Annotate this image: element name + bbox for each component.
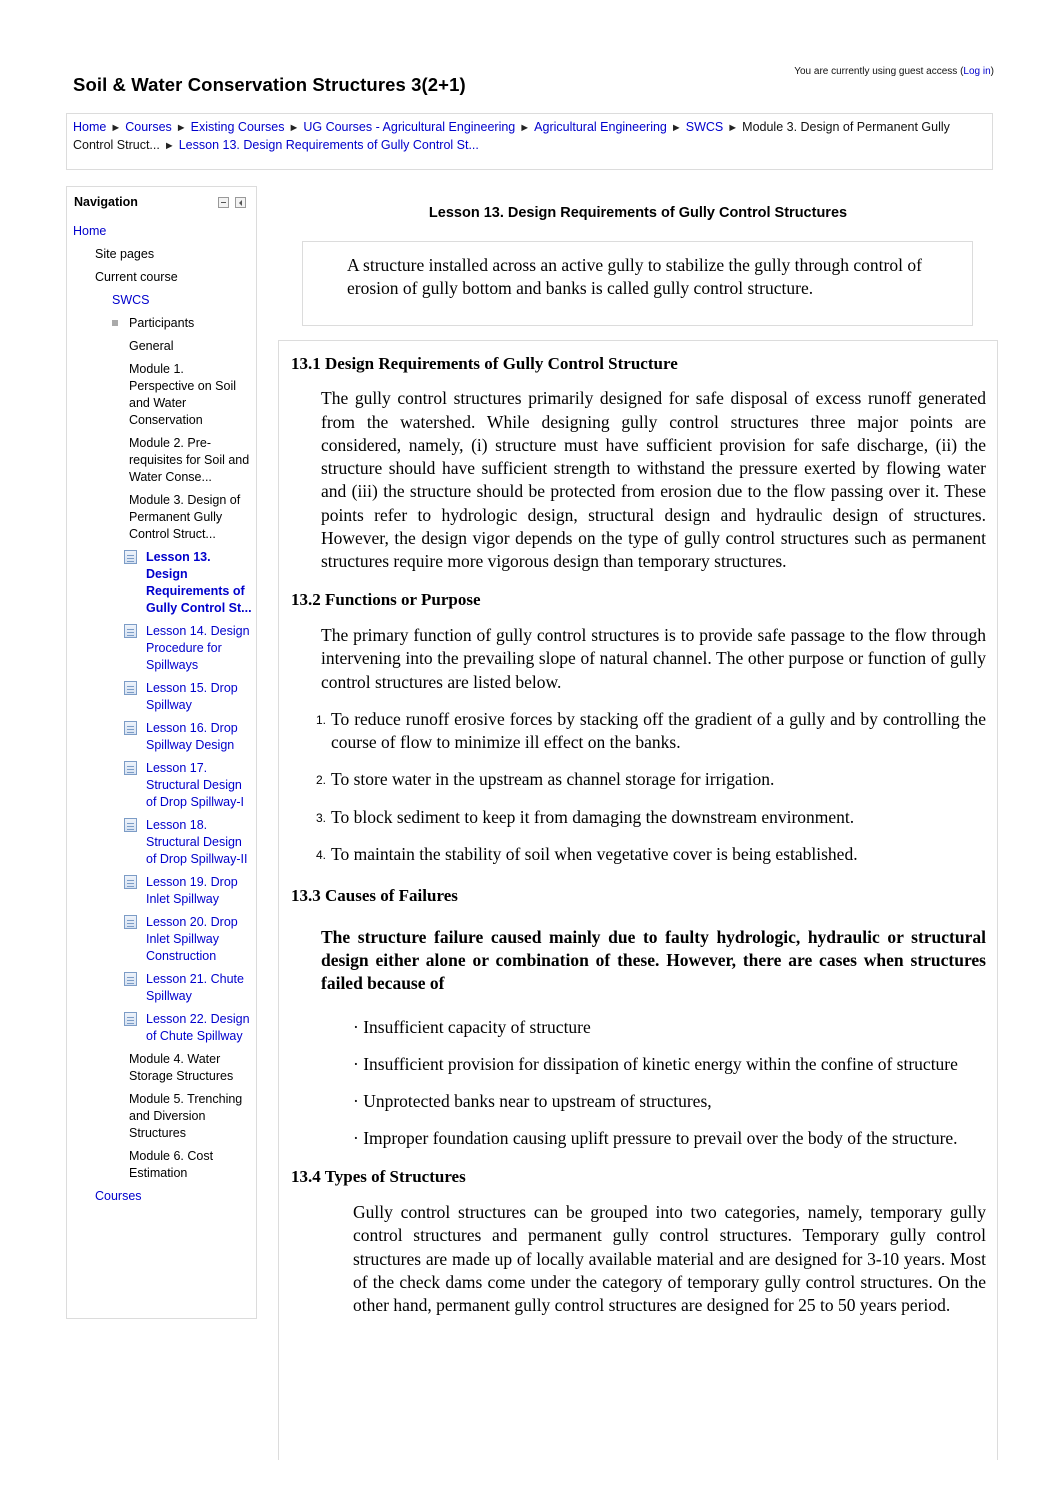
breadcrumb — [66, 113, 993, 170]
nav-site-pages[interactable]: Site pages — [95, 247, 155, 261]
page-title: Soil & Water Conservation Structures 3(2+1) — [73, 74, 466, 95]
list-number: 3. — [316, 810, 327, 825]
section-paragraph: The gully control structures primarily designed for safe disposal of excess runoff generated from the watershed. While designing gully control structures three major points are considered, namely, (i) structure must have sufficient provision for safe discharge, (ii) the structure should have sufficient strength to withstand the pressure exerted by flowing water and (iii) the structure should be protected from erosion due to the flow passing over it. These points refer to hydrologic design, structural design and hydraulic design of structures. However, the design vigor depends on the type of gully control structures such as permanent structures require more vigorous design than temporary structures. — [321, 388, 986, 572]
list-item — [316, 708, 986, 755]
nav-lesson-20[interactable] — [67, 914, 255, 965]
section-heading: 13.1 Design Requirements of Gully Control Structure — [291, 354, 678, 373]
section-paragraph: The primary function of gully control structures is to provide safe passage to the flow through intervening into the prevailing slope of natural channel. The other purpose or function of gully control structures are listed below. — [321, 624, 986, 692]
nav-lesson-22[interactable] — [67, 1011, 255, 1045]
nav-lesson-18[interactable] — [67, 817, 255, 868]
nav-module-2[interactable]: Module 2. Pre-requisites for Soil and Water Conse... — [129, 436, 250, 484]
nav-lesson-label: Lesson 18. Structural Design of Drop Spillway-II — [146, 818, 248, 866]
minimize-block-icon[interactable] — [218, 197, 229, 208]
nav-lesson-16[interactable] — [67, 720, 255, 754]
breadcrumb-existing-courses[interactable]: Existing Courses — [190, 120, 285, 134]
nav-lesson-label: Lesson 17. Structural Design of Drop Spillway-I — [146, 761, 244, 809]
page-icon — [124, 972, 137, 986]
list-number: 4. — [316, 848, 327, 863]
nav-general[interactable]: General — [129, 339, 174, 353]
nav-lesson-15[interactable] — [67, 680, 255, 714]
section-paragraph: The structure failure caused mainly due to faulty hydrologic, hydraulic or structural design either alone or combination of these. However, there are cases when structures failed because of — [321, 926, 986, 994]
login-suffix: ) — [990, 66, 994, 77]
page-icon — [124, 550, 137, 564]
list-item — [316, 843, 986, 866]
bullet-icon — [112, 320, 118, 326]
nav-participants[interactable] — [67, 315, 252, 332]
breadcrumb-separator: ► — [110, 122, 122, 134]
breadcrumb-home[interactable]: Home — [73, 120, 107, 134]
dock-block-icon[interactable] — [235, 197, 246, 208]
list-item: · Insufficient capacity of structure — [353, 1016, 591, 1037]
list-item: · Insufficient provision for dissipation of kinetic energy within the confine of structure — [353, 1053, 958, 1074]
list-number: 1. — [316, 712, 327, 727]
breadcrumb-module-3: Module 3. Design of Permanent Gully Control Struct... — [73, 120, 950, 152]
nav-lesson-label: Lesson 15. Drop Spillway — [146, 681, 238, 712]
page-icon — [124, 681, 137, 695]
page-icon — [124, 818, 137, 832]
nav-lesson-label: Lesson 19. Drop Inlet Spillway — [146, 875, 238, 906]
login-info — [794, 66, 994, 77]
nav-current-course[interactable]: Current course — [95, 270, 178, 284]
nav-lesson-label: Lesson 16. Drop Spillway Design — [146, 721, 238, 752]
nav-module-5[interactable]: Module 5. Trenching and Diversion Structures — [129, 1092, 243, 1140]
breadcrumb-swcs[interactable]: SWCS — [685, 120, 724, 134]
nav-courses[interactable]: Courses — [95, 1189, 142, 1203]
login-prefix: You are currently using guest access ( — [794, 66, 964, 77]
nav-lesson-17[interactable] — [67, 760, 255, 811]
nav-lesson-label: Lesson 13. Design Requirements of Gully Control St... — [146, 550, 252, 615]
nav-home[interactable]: Home — [73, 224, 107, 238]
nav-lesson-label: Lesson 21. Chute Spillway — [146, 972, 244, 1003]
failures-list — [353, 1016, 986, 1151]
breadcrumb-separator: ► — [727, 122, 739, 134]
list-item: · Unprotected banks near to upstream of structures, — [353, 1091, 712, 1112]
nav-module-4[interactable]: Module 4. Water Storage Structures — [129, 1052, 234, 1083]
nav-participants-label: Participants — [129, 316, 195, 330]
breadcrumb-courses[interactable]: Courses — [125, 120, 172, 134]
list-item — [316, 806, 986, 829]
nav-lesson-19[interactable] — [67, 874, 255, 908]
navigation-block — [66, 186, 257, 1319]
nav-lesson-label: Lesson 14. Design Procedure for Spillways — [146, 624, 250, 672]
section-heading: 13.2 Functions or Purpose — [291, 589, 481, 609]
login-link[interactable]: Log in — [963, 66, 991, 77]
section-heading: 13.4 Types of Structures — [291, 1166, 466, 1186]
list-text: To reduce runoff erosive forces by stacking off the gradient of a gully and by controlling the course of flow to minimize ill effect on the banks. — [331, 708, 986, 753]
breadcrumb-agricultural-engineering[interactable]: Agricultural Engineering — [534, 120, 667, 134]
breadcrumb-separator: ► — [670, 122, 682, 134]
functions-list — [316, 708, 986, 866]
navigation-title: Navigation — [74, 195, 138, 209]
nav-course-swcs[interactable]: SWCS — [112, 293, 150, 307]
page-icon — [124, 875, 137, 889]
breadcrumb-separator: ► — [175, 122, 187, 134]
page-icon — [124, 624, 137, 638]
page-icon — [124, 721, 137, 735]
nav-lesson-label: Lesson 22. Design of Chute Spillway — [146, 1012, 250, 1043]
nav-lesson-21[interactable] — [67, 971, 255, 1005]
list-item — [316, 768, 986, 791]
list-item: · Improper foundation causing uplift pressure to prevail over the body of the structure. — [353, 1128, 958, 1149]
list-text: To store water in the upstream as channel storage for irrigation. — [331, 769, 775, 790]
nav-lesson-label: Lesson 20. Drop Inlet Spillway Construction — [146, 915, 238, 963]
breadcrumb-separator: ► — [288, 122, 300, 134]
breadcrumb-lesson-13[interactable]: Lesson 13. Design Requirements of Gully Control St... — [178, 138, 479, 152]
lesson-title: Lesson 13. Design Requirements of Gully Control Structures — [428, 205, 848, 221]
list-text: To block sediment to keep it from damaging the downstream environment. — [331, 806, 855, 827]
section-heading: 13.3 Causes of Failures — [291, 886, 458, 906]
nav-module-1[interactable]: Module 1. Perspective on Soil and Water Conservation — [129, 362, 237, 427]
breadcrumb-separator: ► — [163, 140, 175, 152]
nav-lesson-14[interactable] — [67, 623, 255, 674]
page-icon — [124, 761, 137, 775]
navigation-tree — [67, 223, 256, 1211]
nav-module-3[interactable]: Module 3. Design of Permanent Gully Control Struct... — [129, 493, 241, 541]
section-paragraph: Gully control structures can be grouped into two categories, namely, temporary gully control structures and permanent gully control structures. Temporary gully control structures are made up of locally available material and are designed for 3-10 years. Most of the check dams come under the category of temporary gully control structures. On the other hand, permanent gully control structures are designed for 25 to 50 years period. — [353, 1202, 986, 1316]
page-icon — [124, 915, 137, 929]
breadcrumb-separator: ► — [519, 122, 531, 134]
breadcrumb-ug-courses[interactable]: UG Courses - Agricultural Engineering — [303, 120, 516, 134]
list-number: 2. — [316, 773, 327, 788]
lesson-summary: A structure installed across an active gully to stabilize the gully through control of erosion of gully bottom and banks is called gully control structure. — [302, 241, 973, 326]
list-text: To maintain the stability of soil when vegetative cover is being established. — [331, 844, 858, 865]
nav-lesson-13[interactable] — [67, 549, 255, 617]
lesson-content — [278, 340, 998, 1460]
nav-module-6[interactable]: Module 6. Cost Estimation — [129, 1149, 214, 1180]
page-icon — [124, 1012, 137, 1026]
